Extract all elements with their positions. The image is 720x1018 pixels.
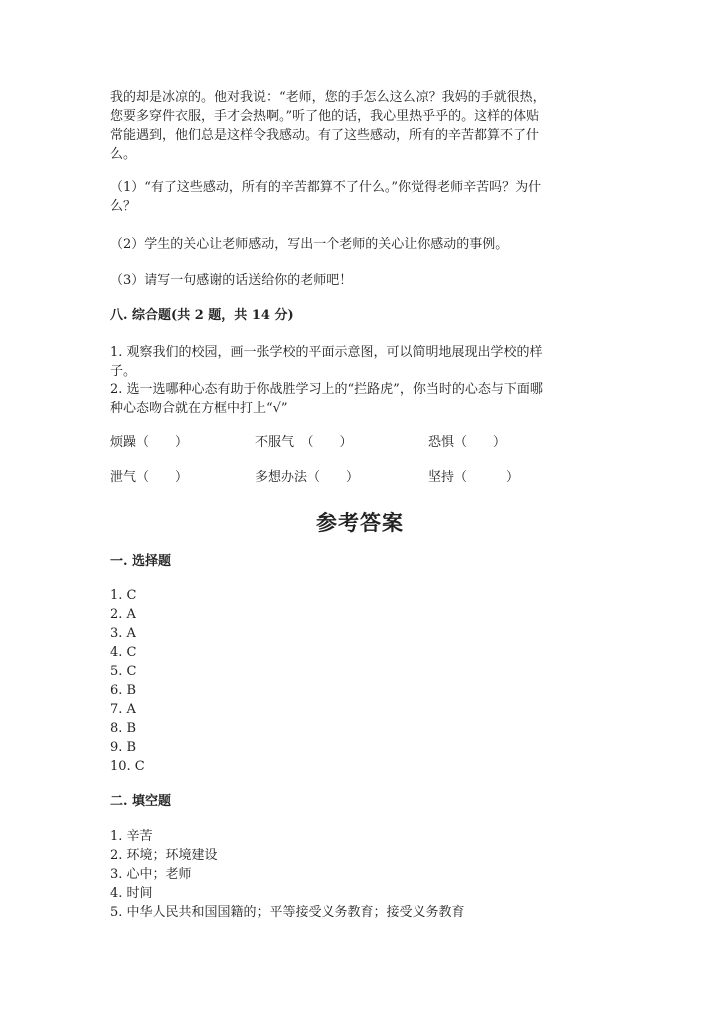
passage-line: 么。 [110,147,137,162]
answer-item: 2. 环境；环境建设 [110,848,218,863]
section-8-item-2 [110,380,610,418]
option-fear: 恐惧（ ） [428,435,507,450]
answers-section-1-list [110,586,610,776]
option-persist: 坚持（ ） [428,470,520,485]
answer-item: 9. B [110,740,137,755]
answer-item: 8. B [110,721,137,736]
answer-item: 6. B [110,683,137,698]
answer-item: 3. A [110,626,136,641]
option-irritable: 烦躁（ ） [110,435,189,450]
answer-item: 7. A [110,702,136,717]
question-2: （2）学生的关心让老师感动，写出一个老师的关心让你感动的事例。 [110,237,509,252]
item-1-line: 子。 [110,364,137,379]
answer-item: 10. C [110,759,145,774]
answers-section-2-list [110,827,610,922]
passage-line: 我的却是冰凉的。他对我说：“老师，您的手怎么这么凉？我妈的手就很热， [110,90,546,105]
option-think-more: 多想办法（ ） [255,470,360,485]
passage-line: 您要多穿件衣服，手才会热啊。”听了他的话，我心里热乎乎的。这样的体贴 [110,109,540,124]
answer-item: 1. C [110,588,137,603]
section-8-item-1 [110,343,610,381]
answer-item: 4. 时间 [110,886,153,901]
passage-line: 常能遇到，他们总是这样令我感动。有了这些感动，所有的辛苦都算不了什 [110,128,540,143]
answer-item: 2. A [110,607,136,622]
answer-item: 3. 心中；老师 [110,867,192,882]
item-1-line: 1. 观察我们的校园，画一张学校的平面示意图，可以简明地展现出学校的样 [110,345,543,360]
answer-item: 5. 中华人民共和国国籍的；平等接受义务教育；接受义务教育 [110,905,465,920]
section-8-heading: 八. 综合题(共 2 题，共 14 分) [110,308,294,323]
options-row-2 [110,468,610,488]
question-1-line: （1）“有了这些感动，所有的辛苦都算不了什么。”你觉得老师辛苦吗？为什 [110,180,542,195]
answer-item: 1. 辛苦 [110,829,153,844]
option-defiant: 不服气 （ ） [255,435,353,450]
question-3: （3）请写一句感谢的话送给你的老师吧！ [110,273,353,288]
answers-section-1-heading: 一. 选择题 [110,554,172,569]
option-discouraged: 泄气（ ） [110,470,189,485]
question-1 [110,178,610,216]
answer-item: 5. C [110,664,137,679]
item-2-line: 种心态吻合就在方框中打上“√” [110,401,288,416]
answers-section-2-heading: 二. 填空题 [110,794,172,809]
answers-title: 参考答案 [316,510,404,535]
answer-item: 4. C [110,645,137,660]
item-2-line: 2. 选一选哪种心态有助于你战胜学习上的“拦路虎”，你当时的心态与下面哪 [110,382,543,397]
options-row-1 [110,433,610,453]
reading-passage [110,88,610,164]
question-1-line: 么？ [110,199,137,214]
